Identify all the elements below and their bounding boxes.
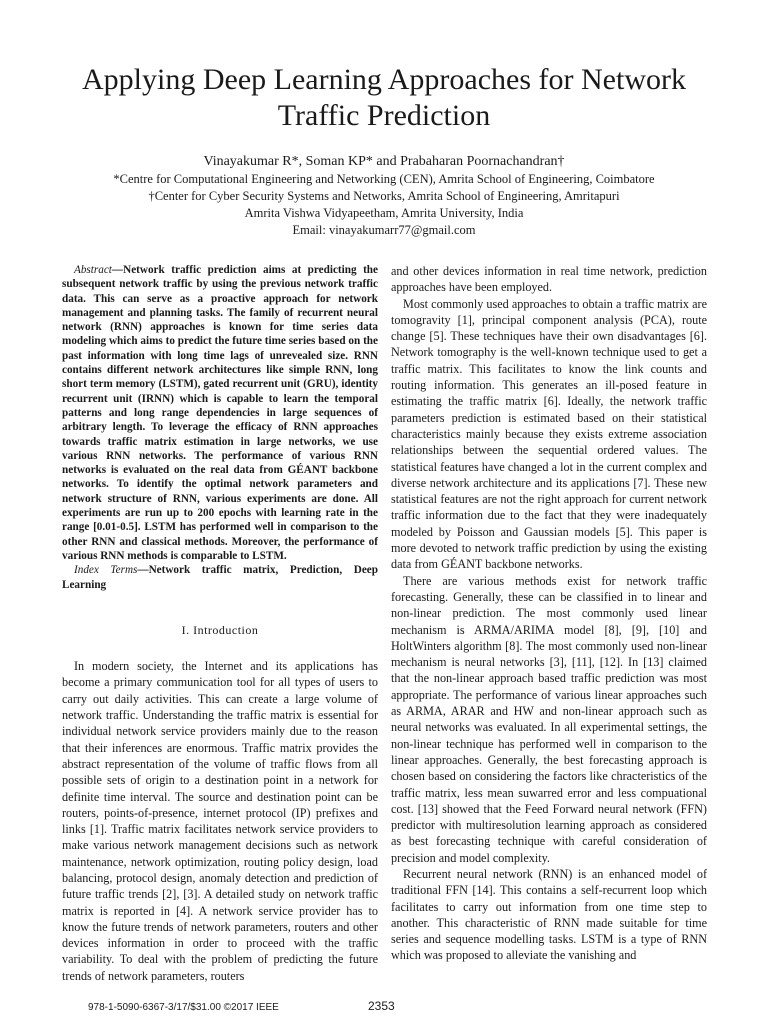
contact-email: Email: vinayakumarr77@gmail.com [292, 223, 476, 237]
page-number: 2353 [368, 999, 395, 1013]
body-paragraph: and other devices information in real time network, prediction approaches have been employed. [391, 264, 707, 295]
affiliation-line: †Center for Cyber Security Systems and Networks, Amrita School of Engineering, Amritapuri [148, 189, 620, 203]
left-column [62, 263, 378, 984]
body-paragraph: There are various methods exist for network traffic forecasting. Generally, these can be classified in to linear and non-linear prediction. The most commonly used linear mechanism is ARMA/ARIMA model [8], [9], [10] and HoltWinters algorithm [8]. The most commonly used non-linear mechanism is neural networks [3], [11], [12]. In [13] claimed that the non-linear approach based traffic prediction was most appropriate. The performance of various linear approaches such as ARMA, ARAR and HW and non-linear approach such as neural networks was evaluated. In all experimental settings, the non-linear technique has performed well in comparison to the linear approaches. Generally, the best forecasting approach is chosen based on considering the factors like chracteristics of the traffic matrix, less mean suwarred error and less compuational cost. [13] showed that the Feed Forward neural network (FFN) predictor with multiresolution learning approach as considered as best forecasting technique with careful consideration of precision and model complexity. [391, 573, 707, 865]
body-paragraph: Most commonly used approaches to obtain a traffic matrix are tomogravity [1], principal component analysis (PCA), route change [5]. These techniques have their own disadvantages [6]. Network tomography is the well-known technique used to get a traffic matrix. This facilitates to know the link counts and routing information. This generates an ill-posed feature in estimating the traffic matrix [6]. Ideally, the network traffic parameters prediction is estimated based on their statistical characteristics mainly because they exists extreme association relationships between the sequential ordered values. The statistical features have changed a lot in the current complex and diverse network architecture and its applications [7]. These new statistical features are not the right approach for current network traffic information due to the fact that they were inadequately modeled by Poisson and Gaussian models [5]. This paper is more devoted to network traffic prediction by using the existing data from GÉANT backbone networks. [391, 296, 707, 572]
intro-paragraph: In modern society, the Internet and its applications has become a primary communication tool for all types of users to carry out daily activities. This can create a large volume of network traffic. Understanding the traffic matrix is essential for individual network service providers mainly due to the reason that their inferences are enormous. Traffic matrix provides the abstract representation of the volume of traffic flows from all possible sets of origin to a destination point in a network for definite time interval. The source and destination point can be routers, points-of-presence, internet protocol (IP) prefixes and links [1]. Traffic matrix facilitates network service providers to make various network management decisions such as network maintenance, network optimization, routing policy design, load balancing, protocol design, anomaly detection and prediction of future traffic trends [2], [3]. A detailed study on network traffic matrix is reported in [4]. A network service provider has to know the future trends of network parameters, routers and other devices information in order to proceed with the traffic variability. To deal with the problem of predicting the future trends of network parameters, routers [62, 659, 378, 983]
right-column [391, 263, 707, 964]
index-terms [62, 563, 378, 592]
abstract [62, 263, 378, 563]
affiliation-line: Amrita Vishwa Vidyapeetham, Amrita University, India [244, 206, 524, 220]
affiliation-line: *Centre for Computational Engineering and Networking (CEN), Amrita School of Engineering, Coimbatore [113, 172, 655, 186]
affiliations [40, 171, 728, 239]
abstract-text: —Network traffic prediction aims at predicting the subsequent network traffic by using the previous network traffic data. This can serve as a proactive approach for network management and planning tasks. The family of recurrent neural network (RNN) approaches is known for time series data modeling which aims to predict the future time series based on the past information with long time lags of unrevealed size. RNN contains different network architectures like simple RNN, long short term memory (LSTM), gated recurrent unit (GRU), identity recurrent unit (IRNN) which is capable to learn the temporal patterns and long range dependencies in large sequences of arbitrary length. To leverage the efficacy of RNN approaches towards traffic matrix estimation in large networks, we use various RNN networks. The performance of various RNN networks is evaluated on the real data from GÉANT backbone networks. To identify the optimal network parameters and network structure of RNN, various experiments are done. All experiments are run up to 200 epochs with learning rate in the range [0.01-0.5]. LSTM has performed well in comparison to the other RNN and classical methods. Moreover, the performance of various RNN methods is comparable to LSTM. [62, 264, 378, 562]
section-heading: I. Introduction [181, 622, 259, 637]
body-paragraph: Recurrent neural network (RNN) is an enhanced model of traditional FFN [14]. This contains a self-recurrent loop which facilitates to carry out information from one time step to another. This characteristic of RNN made suitable for time series and sequence modelling tasks. LSTM is a type of RNN which was proposed to alleviate the vanishing and [391, 866, 707, 963]
paper-title: Applying Deep Learning Approaches for Network Traffic Prediction [82, 63, 686, 132]
author-list: Vinayakumar R*, Soman KP* and Prabaharan Poornachandran† [203, 154, 565, 169]
index-terms-text: —Network traffic matrix, Prediction, Deep Learning [62, 564, 378, 591]
abstract-label: Abstract [74, 264, 112, 276]
copyright-footer: 978-1-5090-6367-3/17/$31.00 ©2017 IEEE [88, 1002, 279, 1013]
index-terms-label: Index Terms [74, 564, 138, 577]
